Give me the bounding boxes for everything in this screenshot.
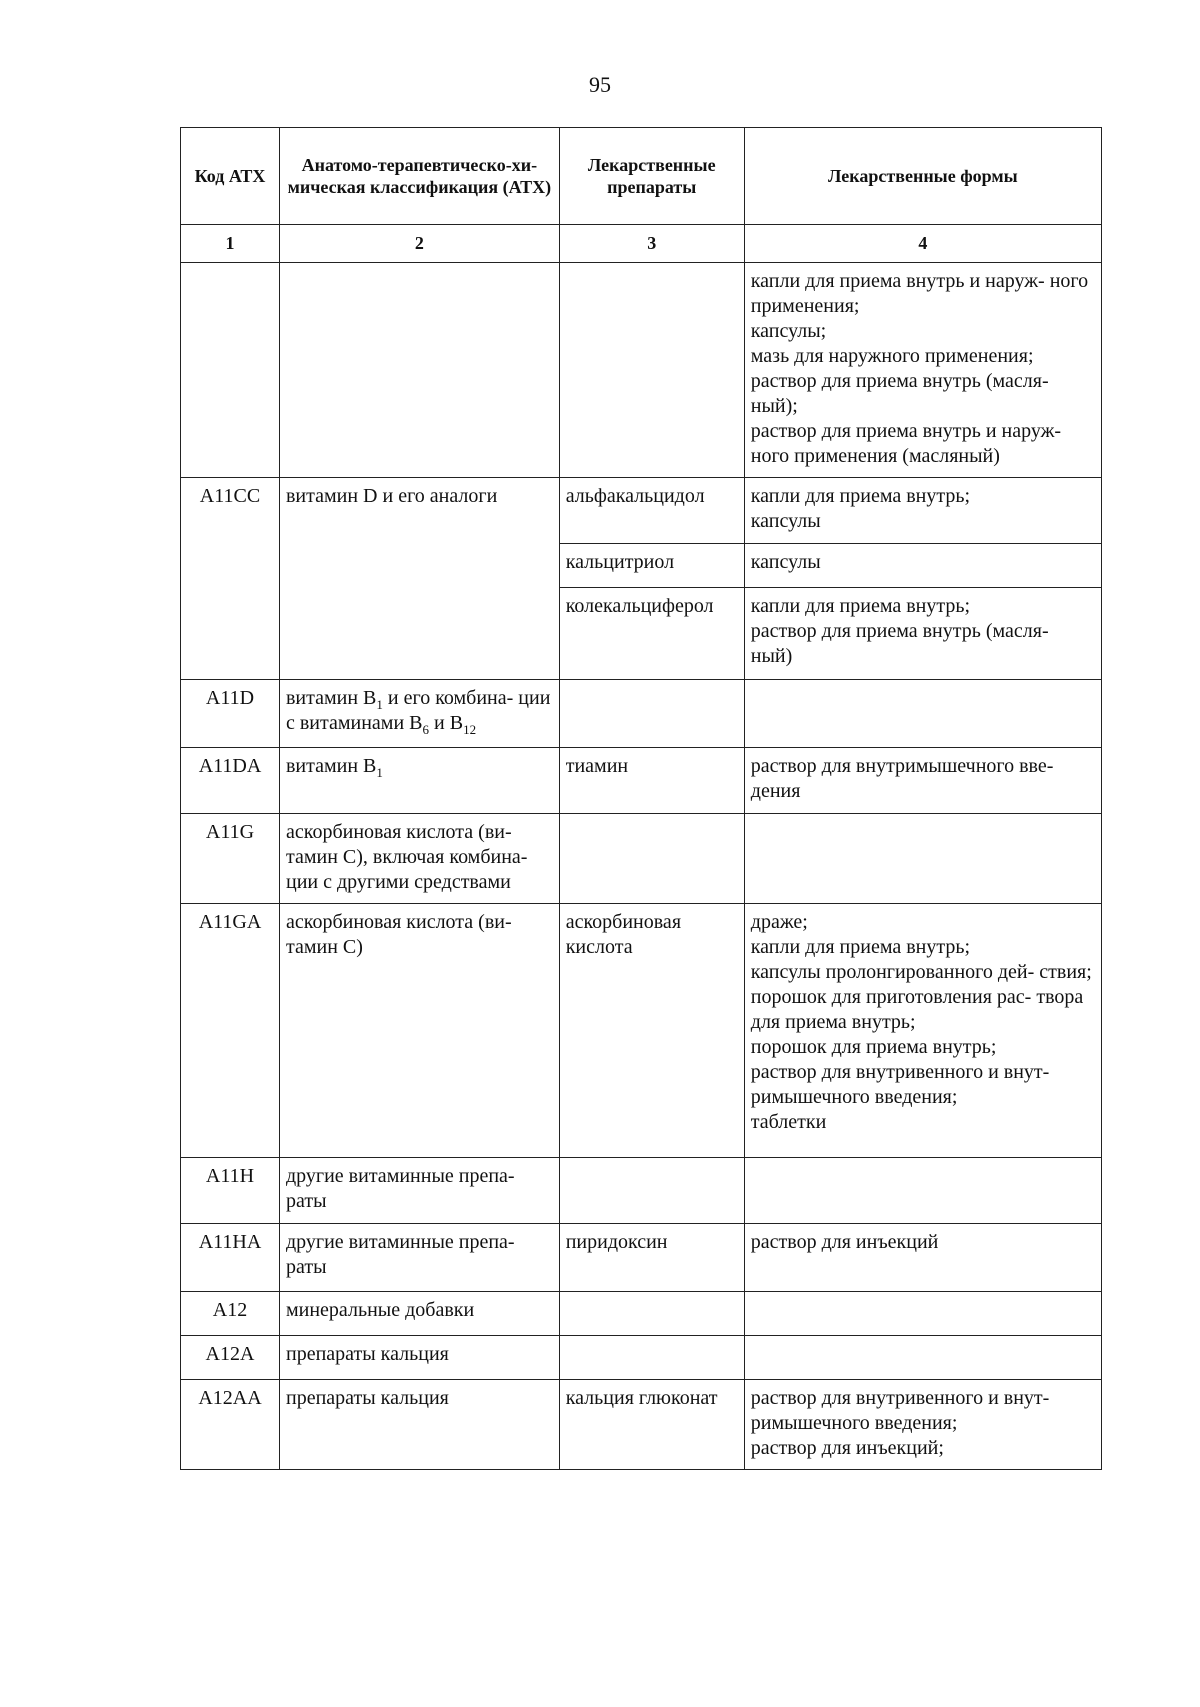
dosage-form-item: раствор для внутривенного и внут- римышечного введения; [750, 1061, 1050, 1108]
drug-cell [559, 1336, 744, 1380]
atx-code-cell: A11CC [181, 478, 280, 680]
header-drugs: Лекарственные препараты [559, 128, 744, 225]
dosage-form-item: раствор для инъекций [750, 1231, 939, 1253]
drug-cell: тиамин [559, 748, 744, 814]
dosage-forms-cell [744, 1158, 1101, 1224]
drug-cell: альфакальцидол [559, 478, 744, 544]
drug-cell: аскорбиновая кислота [559, 904, 744, 1158]
table-row [181, 1224, 1102, 1292]
dosage-forms-cell [744, 588, 1101, 680]
column-number: 1 [181, 225, 280, 263]
atx-code-cell: A11H [181, 1158, 280, 1224]
atx-classification-cell: препараты кальция [279, 1336, 559, 1380]
column-number-row [181, 225, 1102, 263]
drug-cell [559, 814, 744, 904]
atx-classification-cell: витамин D и его аналоги [279, 478, 559, 680]
column-number: 2 [279, 225, 559, 263]
atx-code-cell: A12AA [181, 1380, 280, 1470]
table-row [181, 1158, 1102, 1224]
dosage-form-item: порошок для приготовления рас- твора для приема внутрь; [750, 986, 1084, 1033]
table-row [181, 478, 1102, 544]
dosage-form-item: капсулы [750, 510, 821, 532]
dosage-forms-cell [744, 1336, 1101, 1380]
table-row [181, 1292, 1102, 1336]
drug-cell: пиридоксин [559, 1224, 744, 1292]
dosage-forms-cell [744, 1292, 1101, 1336]
table-row [181, 680, 1102, 748]
drug-cell [559, 1292, 744, 1336]
atx-table [180, 127, 1102, 1470]
atx-code-cell: A12 [181, 1292, 280, 1336]
dosage-forms-cell [744, 904, 1101, 1158]
header-classification: Анатомо-терапевтическо-хи- мическая классификация (АТХ) [279, 128, 559, 225]
atx-classification-cell: препараты кальция [279, 1380, 559, 1470]
atx-code-cell: A11GA [181, 904, 280, 1158]
drug-cell: кальция глюконат [559, 1380, 744, 1470]
dosage-form-item: капсулы [750, 551, 821, 573]
atx-classification-cell: другие витаминные препа- раты [279, 1158, 559, 1224]
dosage-form-item: раствор для внутримышечного вве- дения [750, 755, 1054, 802]
dosage-form-item: капли для приема внутрь; [750, 936, 971, 958]
dosage-forms-cell [744, 478, 1101, 544]
table-row [181, 1336, 1102, 1380]
header-row [181, 128, 1102, 225]
dosage-form-item: драже; [750, 911, 808, 933]
page-number: 95 [589, 72, 611, 97]
atx-code-cell: A12A [181, 1336, 280, 1380]
dosage-form-item: капли для приема внутрь и наруж- ного применения; [750, 270, 1089, 317]
dosage-form-item: капли для приема внутрь; [750, 595, 971, 617]
dosage-form-item: таблетки [750, 1111, 827, 1133]
dosage-form-item: капсулы пролонгированного дей- ствия; [750, 961, 1092, 983]
drug-cell: кальцитриол [559, 544, 744, 588]
dosage-forms-cell [744, 814, 1101, 904]
dosage-form-item: мазь для наружного применения; [750, 345, 1034, 367]
atx-classification-cell: аскорбиновая кислота (ви- тамин C) [279, 904, 559, 1158]
atx-classification-cell [279, 263, 559, 478]
atx-code-cell: A11D [181, 680, 280, 748]
drug-cell [559, 680, 744, 748]
drug-cell [559, 263, 744, 478]
dosage-forms-cell [744, 680, 1101, 748]
atx-classification-cell: другие витаминные препа- раты [279, 1224, 559, 1292]
atx-classification-cell: минеральные добавки [279, 1292, 559, 1336]
table-row [181, 263, 1102, 478]
table-row [181, 1380, 1102, 1470]
column-number: 4 [744, 225, 1101, 263]
atx-code-cell [181, 263, 280, 478]
dosage-form-item: раствор для приема внутрь (масля- ный) [750, 620, 1049, 667]
table-row [181, 814, 1102, 904]
drug-cell [559, 1158, 744, 1224]
table-row [181, 904, 1102, 1158]
header-forms: Лекарственные формы [744, 128, 1101, 225]
drug-cell: колекальциферол [559, 588, 744, 680]
dosage-form-item: раствор для приема внутрь и наруж- ного применения (масляный) [750, 420, 1062, 467]
dosage-forms-cell [744, 748, 1101, 814]
atx-classification-cell: аскорбиновая кислота (ви- тамин C), включая комбина- ции с другими средствами [279, 814, 559, 904]
atx-classification-cell: витамин $B_1$ [279, 748, 559, 814]
dosage-forms-cell [744, 263, 1101, 478]
dosage-forms-cell [744, 1380, 1101, 1470]
table-row [181, 748, 1102, 814]
dosage-form-item: раствор для внутривенного и внут- римышечного введения; [750, 1387, 1050, 1434]
atx-code-cell: A11DA [181, 748, 280, 814]
table-body [181, 263, 1102, 1470]
dosage-form-item: раствор для инъекций; [750, 1437, 944, 1459]
dosage-form-item: капли для приема внутрь; [750, 485, 971, 507]
column-number: 3 [559, 225, 744, 263]
atx-code-cell: A11G [181, 814, 280, 904]
dosage-form-item: раствор для приема внутрь (масля- ный); [750, 370, 1049, 417]
dosage-form-item: порошок для приема внутрь; [750, 1036, 997, 1058]
atx-code-cell: A11HA [181, 1224, 280, 1292]
atx-classification-cell: витамин $B_1$ и его комбина- ции с витаминами $B_6$ и $B_{12}$ [279, 680, 559, 748]
dosage-form-item: капсулы; [750, 320, 827, 342]
header-code: Код АТХ [181, 128, 280, 225]
dosage-forms-cell [744, 1224, 1101, 1292]
dosage-forms-cell [744, 544, 1101, 588]
